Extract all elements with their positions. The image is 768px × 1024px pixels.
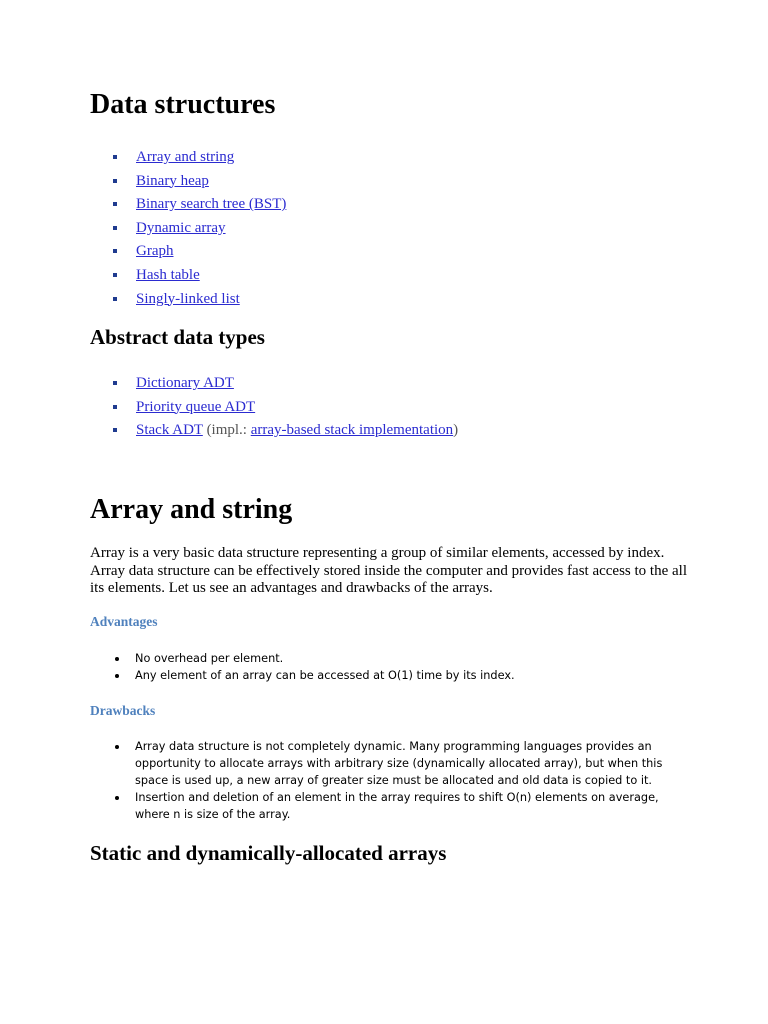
- list-item: [110, 420, 458, 444]
- bullet-dot-icon: [115, 674, 119, 678]
- list-item: [110, 218, 286, 242]
- square-bullet-icon: [113, 249, 117, 253]
- advantage-text: Any element of an array can be accessed at O(1) time by its index.: [135, 669, 515, 682]
- abstract-data-types-list: [110, 373, 458, 444]
- link-graph[interactable]: Graph: [136, 243, 174, 260]
- list-item: [110, 265, 286, 289]
- list-item: [113, 667, 673, 684]
- heading-advantages: Advantages: [90, 614, 158, 629]
- array-description-paragraph: Array is a very basic data structure representing a group of similar elements, accessed by index. Array data structure can be effectively stored inside the computer and provides fast access to the all its elements. Let us see an advantages and drawbacks of the arrays.: [90, 545, 687, 596]
- square-bullet-icon: [113, 226, 117, 230]
- square-bullet-icon: [113, 155, 117, 159]
- bullet-dot-icon: [115, 745, 119, 749]
- link-dynamic-array[interactable]: Dynamic array: [136, 219, 226, 236]
- square-bullet-icon: [113, 405, 117, 409]
- list-item: [110, 171, 286, 195]
- advantage-text: No overhead per element.: [135, 652, 284, 665]
- bullet-dot-icon: [115, 657, 119, 661]
- link-stack-adt[interactable]: Stack ADT: [136, 422, 203, 439]
- drawbacks-list: [113, 738, 673, 823]
- link-singly-linked-list[interactable]: Singly-linked list: [136, 290, 240, 307]
- list-item: [113, 738, 673, 789]
- square-bullet-icon: [113, 179, 117, 183]
- impl-suffix: ): [453, 422, 459, 439]
- heading-abstract-data-types: Abstract data types: [90, 325, 265, 349]
- drawback-text: Insertion and deletion of an element in the array requires to shift O(n) elements on average, where n is size of the array.: [135, 791, 659, 821]
- drawback-text: Array data structure is not completely dynamic. Many programming languages provides an opportunity to allocate arrays with arbitrary size (dynamically allocated array), but when this space is used up, a new array of greater size must be allocated and old data is copied to it.: [135, 740, 663, 787]
- list-item: [110, 194, 286, 218]
- heading-data-structures: Data structures: [90, 89, 276, 120]
- link-dictionary-adt[interactable]: Dictionary ADT: [136, 375, 234, 391]
- square-bullet-icon: [113, 428, 117, 432]
- square-bullet-icon: [113, 297, 117, 301]
- heading-static-dynamic-arrays: Static and dynamically-allocated arrays: [90, 841, 447, 865]
- link-hash-table[interactable]: Hash table: [136, 266, 200, 283]
- link-array-based-stack[interactable]: array-based stack implementation: [250, 422, 454, 439]
- list-item: [110, 373, 458, 397]
- link-binary-heap[interactable]: Binary heap: [136, 172, 209, 189]
- square-bullet-icon: [113, 202, 117, 206]
- list-item: [113, 789, 673, 823]
- list-item: [110, 289, 286, 313]
- data-structures-list: [110, 147, 286, 312]
- heading-drawbacks: Drawbacks: [90, 703, 156, 718]
- link-priority-queue-adt[interactable]: Priority queue ADT: [136, 398, 256, 415]
- square-bullet-icon: [113, 381, 117, 385]
- square-bullet-icon: [113, 273, 117, 277]
- bullet-dot-icon: [115, 796, 119, 800]
- list-item: [110, 147, 286, 171]
- list-item: [110, 397, 458, 421]
- link-array-and-string[interactable]: Array and string: [136, 149, 235, 165]
- link-binary-search-tree[interactable]: Binary search tree (BST): [136, 196, 287, 213]
- list-item: [113, 650, 673, 667]
- advantages-list: [113, 650, 673, 684]
- list-item: [110, 241, 286, 265]
- impl-prefix: (impl.:: [202, 422, 251, 439]
- heading-array-and-string: Array and string: [90, 494, 293, 525]
